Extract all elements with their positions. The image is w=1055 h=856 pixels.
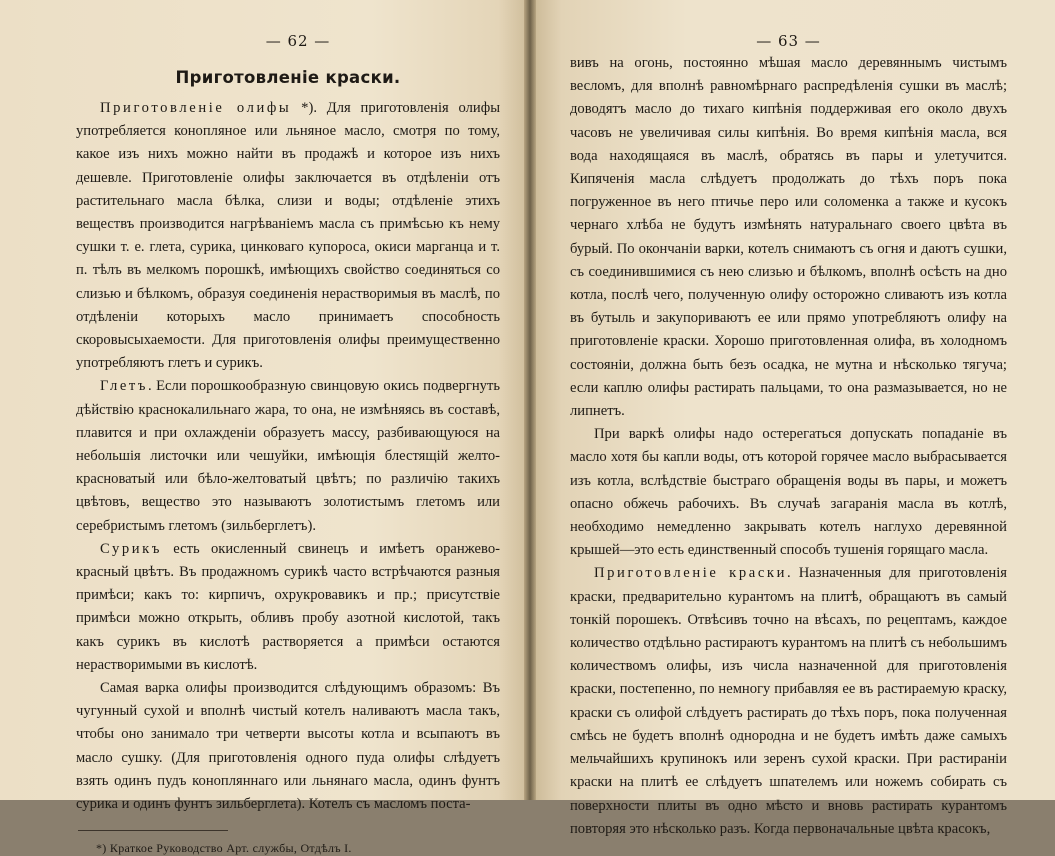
page-number: — 62 — xyxy=(265,32,331,50)
paragraph xyxy=(76,97,500,375)
paragraph-text: есть окисленный свинецъ и имѣетъ оранжево-красный цвѣтъ. Въ продажномъ сурикѣ часто встрѣчаются разныя примѣси; какъ то: кирпичъ, охрукровавикъ и пр.; присутствіе примѣси можно открыть, обливъ пробу азотной кислотой, такъ какъ сурикъ въ кислотѣ растворяется а примѣси остаются нерастворимыми въ кислотѣ. xyxy=(76,540,500,673)
footnote-rule xyxy=(78,830,228,831)
paragraph-text: вивъ на огонь, постоянно мѣшая масло деревяннымъ чистымъ весломъ, для вполнѣ равномѣрнаго распредѣленія сушки въ маслѣ; доводятъ масло до тихаго кипѣнія поддерживая его около двухъ часовъ не увеличивая силы кипѣнія. Во время кипѣнія масла, вся вода находящаяся въ маслѣ, обратясь въ пары и улетучится. Кипяченія масла слѣдуетъ продолжать до тѣхъ поръ пока погруженное въ него птичье перо или соломенка а также и кусокъ чернаго хлѣба не будутъ измѣнять натуральнаго своего цвѣта въ бурый. По окончаніи варки, котелъ снимаютъ съ огня и даютъ сушки, съ соединившимися съ нею слизью и бѣлкомъ, вполнѣ осѣсть на дно котла, послѣ чего, полученную олифу осторожно сливаютъ изъ котла въ бутыль и закупориваютъ ее или прямо употребляютъ олифу на приготовленіе краски. Хорошо приготовленная олифа, въ холодномъ состояніи, должна быть безъ осадка, не мутна и нѣсколько тягуча; если каплю олифы растирать пальцами, то она размазывается, но не липнетъ. xyxy=(570,55,1007,420)
paragraph-lead: Приготовленіе олифы xyxy=(100,100,292,116)
paragraph-lead: Сурикъ xyxy=(100,540,163,557)
right-page xyxy=(530,0,1055,837)
paragraph-lead: Глетъ xyxy=(100,378,149,395)
book-gutter xyxy=(524,0,536,800)
paragraph-lead: Приготовленіе краски xyxy=(594,565,788,582)
paragraph-text: . Если порошкообразную свинцовую окись подвергнуть дѣйствію краснокалильнаго жара, то она, не измѣняясь въ составѣ, плавится и при охлажденіи образуетъ массу, разбивающуюся на небольшія листочки или чешуйки, имѣющія блестящій желто-красноватый или бѣло-желтоватый цвѣтъ; по различію такихъ цвѣтовъ, вещество это называютъ золотистымъ глетомъ или серебристымъ глетомъ (зильберглетъ). xyxy=(76,378,500,534)
paragraph-text: При варкѣ олифы надо остерегаться допускать попаданіе въ масло хотя бы капли воды, отъ которой горячее масло выбрасывается изъ котла, вслѣдствіе быстраго обращенія воды въ пары, и можетъ опасно обжечь рабочихъ. Въ случаѣ загаранія масла въ котлѣ, необходимо немедленно закрывать котелъ наглухо деревянной крышей—это есть единственный способъ тушенія горящаго масла. xyxy=(570,426,1007,559)
section-title: Приготовленіе краски. xyxy=(175,68,401,87)
paragraph-text: Самая варка олифы производится слѣдующимъ образомъ: Въ чугунный сухой и вполнѣ чистый котелъ наливаютъ масла такъ, чтобы оно занимало три четверти высоты котла и всыпаютъ въ масло сушку. (Для приготовленія одного пуда олифы слѣдуетъ взять одинъ пудъ конопляннаго или льнянаго масла, одинъ фунтъ сурика и одинъ фунтъ зильберглета). Котелъ съ масломъ поста- xyxy=(76,680,500,813)
paragraph xyxy=(76,677,500,816)
page-number: — 63 — xyxy=(756,32,821,50)
paragraph xyxy=(570,562,1007,840)
right-text xyxy=(570,52,1007,841)
paragraph xyxy=(570,423,1007,562)
paragraph-text: *). Для приготовленія олифы употребляется конопляное или льняное масло, смотря по тому, какое изъ нихъ можно найти въ продажѣ и которое изъ нихъ дешевле. Приготовленіе олифы заключается въ отдѣленіи отъ растительнаго масла бѣлка, слизи и воды; отдѣленіе этихъ веществъ производится нагрѣваніемъ масла съ примѣсью къ нему сушки т. е. глета, сурика, цинковаго купороса, окиси марганца и т. п. тѣлъ въ мелкомъ порошкѣ, имѣющихъ свойство соединяться со слизью и бѣлкомъ, образуя соединенія нерастворимыя въ маслѣ, по отдѣленіи которыхъ масло принимаетъ способность скоровысыхаемости. Для приготовленія олифы преимущественно употребляютъ глетъ и сурикъ. xyxy=(76,100,500,372)
footnote: *) Краткое Руководство Арт. службы, Отдѣлъ I. xyxy=(96,841,352,856)
paragraph xyxy=(76,538,500,677)
paragraph-text: . Назначенныя для приготовленія краски, предварительно курантомъ на плитѣ, обращаютъ въ самый тонкій порошекъ. Отвѣсивъ точно на вѣсахъ, по рецептамъ, каждое количество отдѣльно растираютъ курантомъ на плитѣ съ небольшимъ количествомъ олифы, изъ числа назначенной для приготовленія краски, постепенно, по немногу прибавляя ее въ растираемую краску, краски съ олифой слѣдуетъ растирать до тѣхъ поръ, пока полученная смѣсь не будетъ вполнѣ однородна и не будетъ имѣть даже самыхъ мельчайшихъ крупинокъ или зеренъ сухой краски. При растираніи краски на плитѣ ее слѣдуетъ шпателемъ или ножемъ собирать съ поверхности плиты въ одно мѣсто и вновь растирать курантомъ повторяя это нѣсколько разъ. Когда первоначальные цвѣта красокъ, xyxy=(570,565,1008,837)
left-text xyxy=(76,97,500,816)
paragraph xyxy=(570,52,1007,423)
paragraph xyxy=(76,375,500,537)
